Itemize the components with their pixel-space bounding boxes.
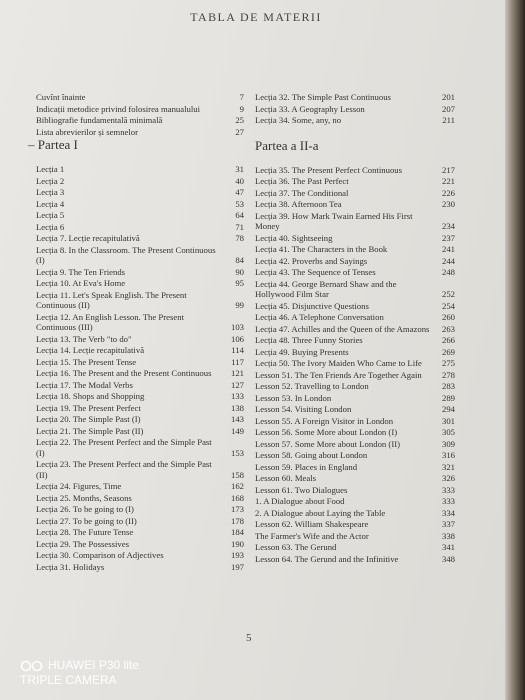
toc-entry-title: Lecția 1: [36, 164, 65, 174]
toc-entry: [36, 210, 244, 221]
toc-entry-title: 1. A Dialogue about Food: [255, 496, 345, 506]
toc-entry-page: 149: [230, 425, 244, 436]
toc-entry: [255, 104, 455, 115]
toc-entry: [36, 380, 244, 391]
toc-entry-title: Indicații metodice privind folosirea manualului: [36, 103, 201, 114]
toc-entry: [36, 504, 244, 515]
toc-entry: [36, 267, 244, 278]
toc-entry-title: Lesson 59. Places in England: [255, 461, 358, 472]
toc-entry: [255, 199, 455, 210]
toc-entry-page: 25: [235, 115, 244, 125]
toc-entry-page: 190: [230, 538, 244, 549]
camera-logo-icon: [20, 660, 44, 672]
toc-entry-page: 90: [235, 266, 244, 277]
toc-entry-page: 254: [441, 300, 455, 311]
toc-entry: [36, 357, 244, 368]
toc-entry: [255, 176, 455, 187]
toc-entry-page: 283: [441, 381, 455, 391]
toc-entry: [255, 508, 455, 519]
page-number: 5: [246, 632, 252, 644]
toc-entry-page: 106: [230, 333, 244, 344]
camera-watermark: [20, 658, 139, 688]
toc-entry-page: 316: [441, 450, 455, 460]
toc-entry-page: 326: [441, 473, 455, 483]
toc-entry-title: Lesson 55. A Foreign Visitor in London: [255, 415, 394, 426]
toc-entry-title: Lecția 9. The Ten Friends: [36, 266, 126, 277]
toc-entry-title: Lesson 64. The Gerund and the Infinitive: [255, 553, 399, 564]
front-matter-list: [36, 92, 244, 137]
toc-entry: [255, 115, 455, 126]
toc-entry: [255, 439, 455, 450]
toc-entry-title: Lecția 10. At Eva's Home: [36, 278, 126, 288]
toc-entry: [36, 164, 244, 175]
toc-entry-title: Lecția 27. To be going to (II): [36, 515, 137, 526]
toc-entry-page: 207: [441, 103, 455, 114]
toc-entry-title: Lecția 41. The Characters in the Book: [255, 244, 388, 254]
toc-entry-title: Lecția 12. An English Lesson. The Present Continuous (III): [36, 311, 184, 332]
toc-entry: [36, 414, 244, 425]
toc-entry-title: Lecția 3: [36, 187, 65, 197]
toc-entry-page: 252: [441, 289, 455, 299]
toc-entry: [255, 496, 455, 507]
toc-entry-title: Lecția 6: [36, 221, 65, 232]
toc-entry-title: Lecția 30. Comparison of Adjectives: [36, 550, 164, 560]
toc-entry-page: 289: [441, 392, 455, 403]
toc-entry: [255, 393, 455, 404]
toc-entry: [255, 244, 455, 255]
toc-entry-title: Lecția 5: [36, 210, 65, 220]
toc-entry-page: 99: [235, 300, 244, 310]
toc-entry-page: 84: [235, 255, 244, 265]
toc-entry-page: 143: [230, 414, 244, 424]
toc-entry-page: 95: [235, 278, 244, 288]
toc-entry: [36, 493, 244, 504]
toc-entry-page: 71: [235, 221, 244, 232]
toc-entry: [255, 267, 455, 278]
toc-entry: [255, 324, 455, 335]
toc-entry-page: 184: [230, 527, 244, 537]
toc-entry: [255, 519, 455, 530]
toc-entry: [36, 345, 244, 356]
toc-entry-page: 133: [230, 391, 244, 401]
toc-entry: [255, 473, 455, 484]
part1-list: [36, 164, 244, 572]
toc-entry-page: 64: [235, 210, 244, 220]
toc-entry-page: 237: [441, 232, 455, 243]
toc-entry-title: Lecția 8. In the Classroom. The Present Continuous (I): [36, 244, 216, 265]
toc-entry-page: 341: [441, 542, 455, 552]
toc-entry-title: Lecția 37. The Conditional: [255, 187, 349, 198]
toc-entry-page: 269: [441, 346, 455, 357]
toc-entry-title: Lecția 36. The Past Perfect: [255, 176, 349, 186]
toc-entry-title: Lecția 25. Months, Seasons: [36, 492, 132, 503]
toc-entry-title: Lecția 49. Buying Presents: [255, 346, 349, 357]
toc-entry-page: 197: [230, 561, 244, 572]
toc-entry-title: Lecția 39. How Mark Twain Earned His First Money: [255, 210, 413, 231]
toc-entry-page: 31: [235, 164, 244, 174]
toc-entry-page: 230: [441, 199, 455, 209]
toc-entry-title: Lecția 18. Shops and Shopping: [36, 391, 145, 401]
toc-entry-page: 275: [441, 358, 455, 368]
toc-entry-page: 121: [230, 368, 244, 378]
toc-entry: [255, 347, 455, 358]
toc-entry: [36, 233, 244, 244]
toc-entry: [36, 391, 244, 402]
toc-entry-title: Lecția 42. Proverbs and Sayings: [255, 255, 368, 266]
part1-heading: – Partea I: [28, 137, 78, 152]
toc-entry-page: 226: [441, 187, 455, 198]
toc-entry-page: 309: [441, 438, 455, 449]
toc-entry-page: 193: [230, 550, 244, 560]
toc-entry-title: Lecția 26. To be going to (I): [36, 504, 134, 514]
toc-entry: [36, 290, 244, 311]
toc-entry: [36, 539, 244, 550]
toc-entry-title: Lesson 62. William Shakespeare: [255, 519, 369, 529]
toc-entry-title: Lecția 33. A Geography Lesson: [255, 103, 365, 114]
toc-entry-title: Lesson 52. Travelling to London: [255, 381, 369, 391]
toc-entry: [255, 450, 455, 461]
toc-entry: [36, 426, 244, 437]
toc-entry: [36, 199, 244, 210]
toc-entry: [255, 427, 455, 438]
toc-entry: [36, 92, 244, 103]
toc-entry: [255, 554, 455, 565]
toc-entry-page: 158: [230, 469, 244, 480]
toc-entry-title: Lecția 48. Three Funny Stories: [255, 335, 363, 345]
toc-entry: [255, 301, 455, 312]
toc-entry-page: 117: [231, 356, 244, 367]
toc-entry-title: Lecția 4: [36, 198, 65, 209]
toc-entry: [255, 358, 455, 369]
toc-entry: [36, 516, 244, 527]
toc-entry-title: The Farmer's Wife and the Actor: [255, 530, 369, 541]
toc-entry-page: 40: [235, 175, 244, 186]
toc-entry: [255, 279, 455, 300]
toc-entry-title: Lecția 16. The Present and the Present Continuous: [36, 368, 212, 378]
toc-entry-title: Lecția 34. Some, any, no: [255, 115, 342, 125]
toc-entry: [255, 381, 455, 392]
toc-entry-title: Lecția 23. The Present Perfect and the Simple Past (II): [36, 459, 212, 480]
part2-list: [255, 165, 455, 565]
toc-entry: [255, 416, 455, 427]
toc-entry-page: 127: [230, 379, 244, 390]
toc-entry: [36, 222, 244, 233]
toc-entry-title: Lecția 24. Figures, Time: [36, 481, 122, 491]
toc-entry-page: 47: [235, 187, 244, 197]
toc-entry-title: Lesson 63. The Gerund: [255, 542, 337, 552]
toc-entry-page: 78: [235, 233, 244, 243]
toc-entry-title: Lesson 54. Visiting London: [255, 404, 352, 414]
toc-entry-title: Lecția 14. Lecție recapitulativă: [36, 345, 145, 355]
toc-entry-title: Lecția 38. Afternoon Tea: [255, 199, 342, 209]
toc-entry-title: Lecția 45. Disjunctive Questions: [255, 300, 369, 311]
toc-entry-page: 260: [441, 312, 455, 322]
toc-entry: [36, 481, 244, 492]
page-title: TABLA DE MATERII: [190, 10, 322, 24]
toc-entry-page: 278: [441, 369, 455, 380]
toc-entry-page: 201: [441, 92, 455, 102]
toc-entry: [255, 335, 455, 346]
toc-entry: [36, 527, 244, 538]
toc-entry-title: Lecția 2: [36, 175, 65, 186]
toc-entry: [255, 312, 455, 323]
watermark-line-1: HUAWEI P30 lite: [48, 658, 139, 672]
toc-entry-page: 168: [230, 492, 244, 503]
toc-entry-title: Lecția 28. The Future Tense: [36, 527, 134, 537]
toc-entry-title: Lecția 15. The Present Tense: [36, 356, 137, 367]
toc-entry: [255, 256, 455, 267]
toc-entry-page: 305: [441, 427, 455, 437]
part1-heading-text: Partea I: [37, 137, 78, 152]
toc-entry-page: 266: [441, 335, 455, 345]
toc-entry: [36, 550, 244, 561]
toc-entry-page: 153: [230, 447, 244, 458]
toc-entry: [36, 334, 244, 345]
toc-entry: [36, 127, 244, 138]
toc-entry-title: Lecția 7. Lecție recapitulativă: [36, 233, 140, 243]
toc-entry: [255, 188, 455, 199]
toc-entry: [36, 312, 244, 333]
toc-entry-title: Bibliografie fundamentală minimală: [36, 115, 163, 125]
toc-entry: [36, 187, 244, 198]
toc-entry-page: 244: [441, 255, 455, 266]
toc-entry: [36, 115, 244, 126]
toc-entry-page: 103: [230, 322, 244, 332]
toc-entry: [36, 245, 244, 266]
toc-entry-title: Lesson 60. Meals: [255, 473, 317, 483]
toc-entry-title: Lecția 47. Achilles and the Queen of the Amazons: [255, 323, 430, 334]
toc-entry: [255, 165, 455, 176]
toc-entry: [255, 370, 455, 381]
toc-entry-title: Lecția 31. Holidays: [36, 561, 105, 572]
toc-entry-page: 173: [230, 504, 244, 514]
toc-entry: [36, 368, 244, 379]
toc-entry-title: Lecția 40. Sightseeing: [255, 232, 333, 243]
toc-entry-page: 114: [231, 345, 244, 355]
toc-entry-page: 217: [441, 164, 455, 175]
toc-entry-title: Lesson 51. The Ten Friends Are Together Again: [255, 369, 422, 380]
toc-entry-title: Cuvînt înainte: [36, 92, 86, 102]
toc-entry-title: Lesson 61. Two Dialogues: [255, 484, 348, 495]
toc-entry-page: 248: [441, 267, 455, 277]
toc-entry: [255, 485, 455, 496]
toc-entry-title: 2. A Dialogue about Laying the Table: [255, 507, 386, 518]
toc-entry-title: Lecția 17. The Modal Verbs: [36, 379, 133, 390]
toc-entry-page: 241: [441, 244, 455, 254]
toc-entry-page: 348: [441, 553, 455, 564]
toc-entry-page: 334: [441, 507, 455, 518]
toc-entry: [255, 462, 455, 473]
toc-entry-title: Lecția 32. The Simple Past Continuous: [255, 92, 391, 102]
toc-entry: [255, 404, 455, 415]
part1-continued-list: [255, 92, 455, 126]
toc-entry-title: Lecția 50. The Ivory Maiden Who Came to Life: [255, 358, 422, 368]
toc-entry-page: 234: [441, 221, 455, 231]
toc-left-column: [28, 92, 244, 573]
toc-entry-title: Lecția 35. The Present Perfect Continuous: [255, 164, 403, 175]
toc-entry-title: Lecția 11. Let's Speak English. The Present Continuous (II): [36, 289, 187, 310]
toc-entry-page: 211: [442, 115, 455, 125]
toc-entry-title: Lecția 46. A Telephone Conversation: [255, 312, 384, 322]
toc-entry-title: Lesson 53. In London: [255, 392, 332, 403]
toc-entry-page: 162: [230, 481, 244, 491]
toc-entry-page: 337: [441, 519, 455, 529]
toc-entry-title: Lesson 56. Some More about London (I): [255, 427, 398, 437]
toc-entry-page: 9: [239, 103, 244, 114]
toc-entry-title: Lesson 58. Going about London: [255, 450, 368, 460]
toc-entry-page: 178: [230, 515, 244, 526]
toc-entry-title: Lecția 43. The Sequence of Tenses: [255, 267, 376, 277]
toc-entry-page: 333: [441, 496, 455, 506]
toc-entry-title: Lecția 19. The Present Perfect: [36, 402, 141, 413]
toc-entry: [255, 531, 455, 542]
toc-entry-page: 294: [441, 404, 455, 414]
toc-entry-page: 7: [239, 92, 244, 102]
toc-entry: [255, 92, 455, 103]
toc-entry-page: 221: [441, 176, 455, 186]
page-edge: [505, 0, 525, 700]
toc-entry-page: 263: [441, 323, 455, 334]
toc-entry-title: Lecția 29. The Possessives: [36, 538, 129, 549]
toc-entry-page: 333: [441, 484, 455, 495]
toc-entry-page: 301: [441, 415, 455, 426]
toc-entry-page: 53: [235, 198, 244, 209]
toc-entry-page: 138: [230, 402, 244, 413]
toc-entry: [255, 542, 455, 553]
toc-entry: [36, 403, 244, 414]
toc-entry: [255, 211, 455, 232]
toc-entry: [36, 176, 244, 187]
watermark-line-2: TRIPLE CAMERA: [20, 673, 117, 687]
toc-entry-title: Lecția 44. George Bernard Shaw and the Hollywood Film Star: [255, 278, 397, 299]
toc-entry: [36, 278, 244, 289]
part2-heading: Partea a II-a: [255, 137, 319, 153]
toc-entry: [36, 459, 244, 480]
toc-entry: [36, 437, 244, 458]
toc-entry-title: Lista abrevierilor și semnelor: [36, 126, 139, 137]
toc-right-column: [255, 92, 455, 565]
toc-entry: [255, 233, 455, 244]
toc-entry-page: 338: [441, 530, 455, 541]
toc-entry-title: Lesson 57. Some More about London (II): [255, 438, 401, 449]
toc-entry-title: Lecția 22. The Present Perfect and the Simple Past (I): [36, 437, 212, 458]
toc-entry-title: Lecția 20. The Simple Past (I): [36, 414, 141, 424]
toc-entry-title: Lecția 13. The Verb "to do": [36, 333, 132, 344]
toc-entry-page: 27: [235, 126, 244, 137]
toc-entry: [36, 562, 244, 573]
toc-entry: [36, 104, 244, 115]
toc-entry-page: 321: [441, 461, 455, 472]
toc-entry-title: Lecția 21. The Simple Past (II): [36, 425, 144, 436]
